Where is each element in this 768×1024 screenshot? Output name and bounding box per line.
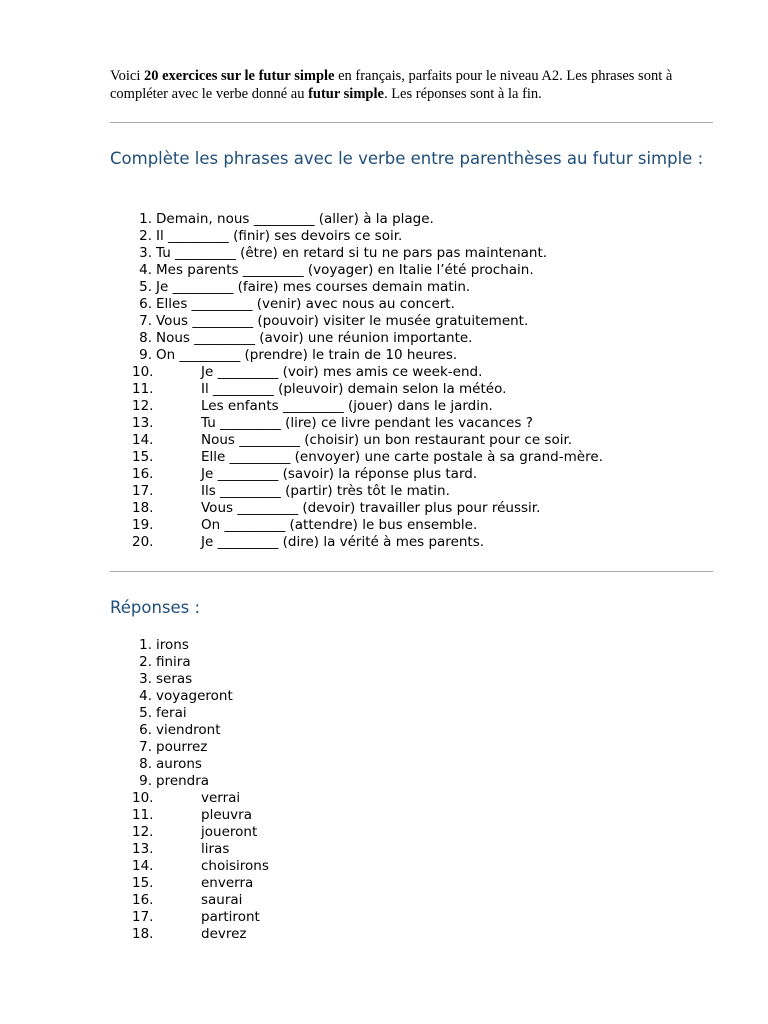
intro-paragraph (110, 67, 720, 103)
exercise-item (110, 534, 603, 551)
exercise-item (110, 483, 603, 500)
divider-top (110, 122, 713, 123)
answer-item (110, 773, 269, 790)
answer-item-text: aurons (156, 756, 202, 772)
exercise-item-text: Je _________ (dire) la vérité à mes parents. (201, 534, 485, 550)
exercise-item-text: Vous _________ (pouvoir) visiter le musée gratuitement. (156, 313, 529, 329)
intro-bold-1: 20 exercices sur le futur simple (143, 68, 335, 84)
answer-item-number: 7. (139, 739, 152, 755)
exercise-item-text: Il _________ (pleuvoir) demain selon la météo. (201, 381, 507, 397)
exercise-item (110, 398, 603, 415)
exercise-item-text: Je _________ (voir) mes amis ce week-end. (201, 364, 483, 380)
exercise-item-text: Je _________ (faire) mes courses demain matin. (156, 279, 471, 295)
exercise-heading: Complète les phrases avec le verbe entre parenthèses au futur simple : (110, 149, 704, 168)
exercise-item-number: 5. (139, 279, 152, 295)
answer-item-text: devrez (201, 926, 247, 942)
exercise-item-text: Mes parents _________ (voyager) en Italie l’été prochain. (156, 262, 534, 278)
answer-item-text: viendront (156, 722, 221, 738)
exercise-item (110, 279, 603, 296)
exercise-item-number: 16. (132, 466, 154, 482)
exercise-item (110, 500, 603, 517)
exercise-item-text: Elle _________ (envoyer) une carte postale à sa grand-mère. (201, 449, 603, 465)
answer-item-number: 18. (132, 926, 154, 942)
answer-item-text: liras (201, 841, 230, 857)
answer-item (110, 875, 269, 892)
exercise-item-text: Les enfants _________ (jouer) dans le jardin. (201, 398, 493, 414)
exercise-item (110, 211, 603, 228)
exercise-item-text: On _________ (prendre) le train de 10 heures. (156, 347, 458, 363)
exercise-item-number: 10. (132, 364, 154, 380)
exercise-item-text: Nous _________ (avoir) une réunion importante. (156, 330, 473, 346)
answer-item-number: 5. (139, 705, 152, 721)
answer-list (110, 637, 269, 943)
answer-item-text: finira (156, 654, 191, 670)
exercise-item-text: Tu _________ (être) en retard si tu ne pars pas maintenant. (156, 245, 548, 261)
answer-item (110, 858, 269, 875)
answer-item-text: seras (156, 671, 193, 687)
exercise-item-text: Tu _________ (lire) ce livre pendant les vacances ? (201, 415, 533, 431)
answer-item-number: 12. (132, 824, 154, 840)
exercise-item-text: On _________ (attendre) le bus ensemble. (201, 517, 478, 533)
answer-item-number: 9. (139, 773, 152, 789)
intro-text-2: en français, parfaits pour le niveau A2. Les phrases sont à compléter avec le verbe donné au (110, 68, 673, 102)
answer-item-number: 15. (132, 875, 154, 891)
answer-item-number: 6. (139, 722, 152, 738)
exercise-item-number: 1. (139, 211, 152, 227)
exercise-item (110, 313, 603, 330)
answer-item (110, 654, 269, 671)
exercise-item (110, 262, 603, 279)
exercise-item (110, 245, 603, 262)
exercise-item (110, 517, 603, 534)
exercise-item (110, 330, 603, 347)
exercise-item-number: 20. (132, 534, 154, 550)
answer-item (110, 841, 269, 858)
answer-item-text: pourrez (156, 739, 208, 755)
answers-heading: Réponses : (110, 598, 201, 617)
answer-item (110, 739, 269, 756)
answer-item-number: 3. (139, 671, 152, 687)
answer-item (110, 926, 269, 943)
exercise-item (110, 347, 603, 364)
exercise-item-text: Nous _________ (choisir) un bon restaurant pour ce soir. (201, 432, 573, 448)
exercise-item-number: 19. (132, 517, 154, 533)
answer-item-number: 4. (139, 688, 152, 704)
answer-item (110, 790, 269, 807)
answer-item-number: 17. (132, 909, 154, 925)
exercise-item (110, 432, 603, 449)
answer-item (110, 722, 269, 739)
answer-item-number: 16. (132, 892, 154, 908)
exercise-item-text: Je _________ (savoir) la réponse plus tard. (201, 466, 478, 482)
answer-item-text: partiront (201, 909, 260, 925)
exercise-item-number: 4. (139, 262, 152, 278)
answer-item-number: 13. (132, 841, 154, 857)
intro-text-1: Voici (110, 68, 144, 84)
answer-item-text: enverra (201, 875, 254, 891)
answer-item-text: ferai (156, 705, 187, 721)
answer-item (110, 637, 269, 654)
exercise-item-number: 15. (132, 449, 154, 465)
answer-item (110, 807, 269, 824)
exercise-item-number: 18. (132, 500, 154, 516)
answer-item-text: saurai (201, 892, 243, 908)
exercise-item (110, 228, 603, 245)
answer-item (110, 705, 269, 722)
answer-item (110, 892, 269, 909)
exercise-item-number: 9. (139, 347, 152, 363)
answer-item (110, 756, 269, 773)
answer-item-number: 10. (132, 790, 154, 806)
exercise-item-number: 2. (139, 228, 152, 244)
exercise-list (110, 211, 603, 551)
exercise-item-text: Ils _________ (partir) très tôt le matin. (201, 483, 450, 499)
exercise-item (110, 449, 603, 466)
answer-item-number: 11. (132, 807, 154, 823)
answer-item (110, 671, 269, 688)
exercise-item-text: Demain, nous _________ (aller) à la plage. (156, 211, 434, 227)
answer-item (110, 688, 269, 705)
divider-middle (110, 571, 713, 572)
answer-item-text: choisirons (201, 858, 269, 874)
exercise-item (110, 415, 603, 432)
answer-item-number: 2. (139, 654, 152, 670)
answer-item-text: joueront (201, 824, 258, 840)
answer-item-text: prendra (156, 773, 210, 789)
exercise-item-text: Vous _________ (devoir) travailler plus pour réussir. (201, 500, 541, 516)
answer-item (110, 909, 269, 926)
answer-item-text: pleuvra (201, 807, 252, 823)
exercise-item (110, 466, 603, 483)
answer-item-text: verrai (201, 790, 241, 806)
answer-item-text: irons (156, 637, 189, 653)
exercise-item-text: Il _________ (finir) ses devoirs ce soir. (156, 228, 403, 244)
exercise-item-number: 8. (139, 330, 152, 346)
exercise-item (110, 296, 603, 313)
exercise-item-number: 7. (139, 313, 152, 329)
answer-item-number: 1. (139, 637, 152, 653)
exercise-item (110, 364, 603, 381)
answer-item-number: 14. (132, 858, 154, 874)
exercise-item-number: 17. (132, 483, 154, 499)
exercise-item-number: 12. (132, 398, 154, 414)
intro-bold-2: futur simple (308, 86, 384, 102)
exercise-item-number: 14. (132, 432, 154, 448)
exercise-item-text: Elles _________ (venir) avec nous au concert. (156, 296, 455, 312)
exercise-item-number: 3. (139, 245, 152, 261)
answer-item (110, 824, 269, 841)
exercise-item-number: 11. (132, 381, 154, 397)
exercise-item (110, 381, 603, 398)
answer-item-text: voyageront (156, 688, 233, 704)
answer-item-number: 8. (139, 756, 152, 772)
intro-text-3: . Les réponses sont à la fin. (383, 86, 542, 102)
exercise-item-number: 13. (132, 415, 154, 431)
exercise-item-number: 6. (139, 296, 152, 312)
